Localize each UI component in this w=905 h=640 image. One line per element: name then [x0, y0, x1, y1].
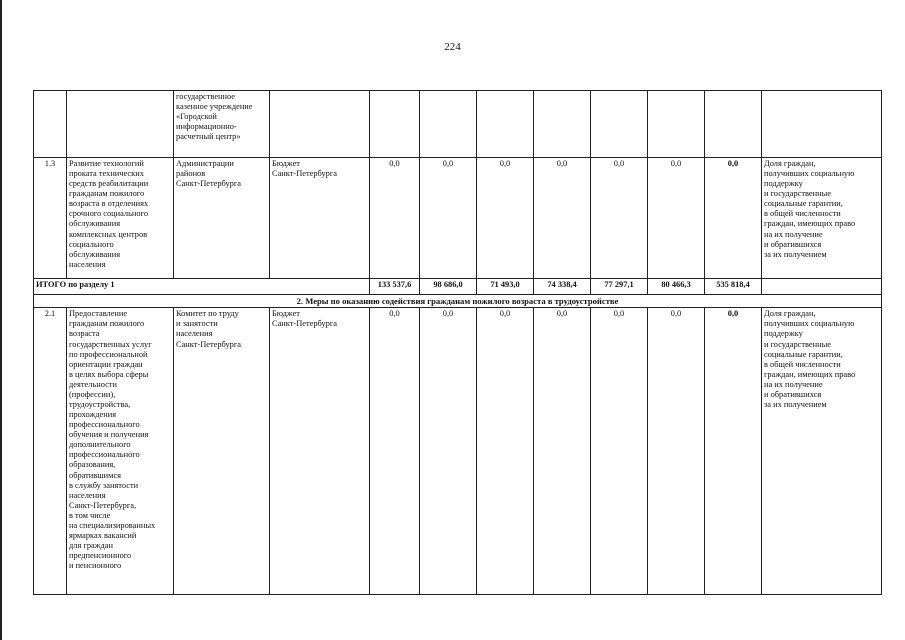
cell-value — [370, 91, 420, 158]
cell-value: 0,0 — [591, 308, 648, 595]
cell-value — [591, 91, 648, 158]
cell-indicator — [762, 279, 882, 295]
cell-value: 0,0 — [370, 308, 420, 595]
cell-name: Развитие технологий проката технических средств реабилитации гражданам пожилого возраста в отделениях срочного социального обслуживания комплексных центров социального обслуживания населения — [67, 158, 174, 279]
section-2-title: 2. Меры по оказанию содействия гражданам пожилого возраста в трудоустройстве — [34, 295, 882, 308]
cell-num: 2.1 — [34, 308, 67, 595]
total-value: 133 537,6 — [370, 279, 420, 295]
total-value: 74 338,4 — [534, 279, 591, 295]
cell-source: Бюджет Санкт-Петербурга — [270, 308, 370, 595]
total-label: ИТОГО по разделу 1 — [34, 279, 370, 295]
total-value: 77 297,1 — [591, 279, 648, 295]
total-value: 80 466,3 — [648, 279, 705, 295]
cell-value: 0,0 — [420, 308, 477, 595]
cell-value — [648, 91, 705, 158]
cell-total: 0,0 — [705, 308, 762, 595]
table-row-1-3 — [34, 158, 882, 279]
cell-num — [34, 91, 67, 158]
cell-value: 0,0 — [591, 158, 648, 279]
cell-executor: государственное казенное учреждение «Городской информационно- расчетный центр» — [174, 91, 270, 158]
cell-indicator — [762, 91, 882, 158]
scan-edge-mark — [0, 0, 2, 640]
page-number: 224 — [444, 41, 461, 53]
program-table — [33, 90, 882, 595]
cell-name: Предоставление гражданам пожилого возраста государственных услуг по профессиональной ориентации граждан в целях выбора сферы деятельности (профессии), трудоустройства, прохождения профессионального обучения и получения дополнительного профессионального образования, обратившимся в службу занятости населения Санкт-Петербурга, в том числе на специализированных ярмарках вакансий для граждан предпенсионного и пенсионного — [67, 308, 174, 595]
total-grand: 535 818,4 — [705, 279, 762, 295]
cell-value: 0,0 — [534, 158, 591, 279]
cell-executor: Комитет по труду и занятости населения Санкт-Петербурга — [174, 308, 270, 595]
cell-value: 0,0 — [648, 158, 705, 279]
cell-source: Бюджет Санкт-Петербурга — [270, 158, 370, 279]
cell-value — [477, 91, 534, 158]
cell-value: 0,0 — [534, 308, 591, 595]
cell-total: 0,0 — [705, 158, 762, 279]
table-row-2-1 — [34, 308, 882, 595]
cell-value: 0,0 — [648, 308, 705, 595]
cell-executor: Администрации районов Санкт-Петербурга — [174, 158, 270, 279]
total-value: 98 686,0 — [420, 279, 477, 295]
total-value: 71 493,0 — [477, 279, 534, 295]
cell-source — [270, 91, 370, 158]
table-row-continuation — [34, 91, 882, 158]
cell-name — [67, 91, 174, 158]
cell-indicator: Доля граждан, получивших социальную поддержку и государственные социальные гарантии, в общей численности граждан, имеющих право на их получение и обратившихся за их получением — [762, 158, 882, 279]
cell-total — [705, 91, 762, 158]
table-row-total-section-1 — [34, 279, 882, 295]
cell-num: 1.3 — [34, 158, 67, 279]
cell-value: 0,0 — [477, 158, 534, 279]
cell-value: 0,0 — [477, 308, 534, 595]
section-header-row — [34, 295, 882, 308]
cell-value: 0,0 — [420, 158, 477, 279]
cell-value — [534, 91, 591, 158]
cell-indicator: Доля граждан, получивших социальную поддержку и государственные социальные гарантии, в общей численности граждан, имеющих право на их получение и обратившихся за их получением — [762, 308, 882, 595]
cell-value — [420, 91, 477, 158]
cell-value: 0,0 — [370, 158, 420, 279]
